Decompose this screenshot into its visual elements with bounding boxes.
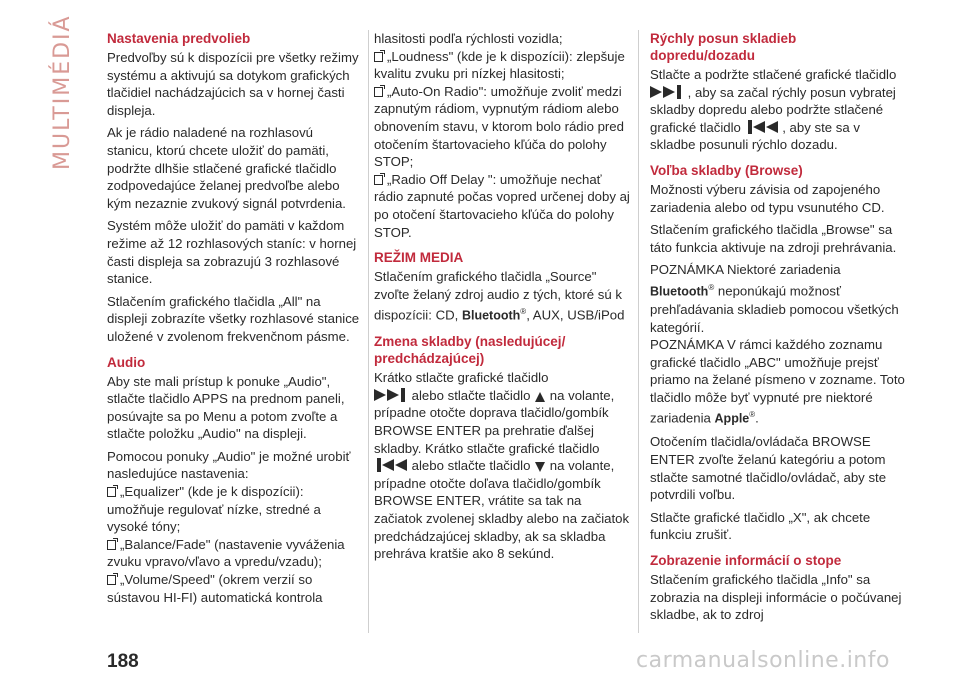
heading-track-info: Zobrazenie informácií o stope <box>650 553 842 569</box>
previous-track-icon <box>745 119 779 135</box>
paragraph: hlasitosti podľa rýchlosti vozidla; <box>374 31 563 46</box>
next-track-icon <box>650 84 684 100</box>
text-column-1 <box>107 30 361 606</box>
paragraph: Pomocou ponuky „Audio" je možné urobiť nasledujúce nastavenia: <box>107 448 351 482</box>
note-paragraph: POZNÁMKA Niektoré zariadenia Bluetooth® neponúkajú možnosť prehľadávania skladieb pomocou všetkých kategórií. <box>650 262 899 335</box>
paragraph: Stlačte a podržte stlačené grafické tlačidlo , aby sa začal rýchly posun vybratej skladby dopredu alebo podržte stlačené grafické tlačidlo , aby ste sa v skladbe posunuli rýchlo dozadu. <box>650 67 897 153</box>
list-item: „Equalizer" (kde je k dispozícii): umožňuje regulovať nízke, stredné a vysoké tóny; <box>107 484 321 535</box>
paragraph: Stlačením grafického tlačidla „Source" zvoľte želaný zdroj audio z tých, ktoré sú k dispozícii: CD, Bluetooth®, AUX, USB/iPod <box>374 269 625 323</box>
paragraph: Predvoľby sú k dispozícii pre všetky režimy systému a aktivujú sa dotykom grafických tlačidiel nachádzajúcich sa v hornej časti displeja. <box>107 50 359 118</box>
note-paragraph: POZNÁMKA V rámci každého zoznamu grafické tlačidlo „ABC" umožňuje prejsť priamo na želané písmeno v zozname. Toto tlačidlo môže byť vypnuté pre niektoré zariadenia Apple®. <box>650 337 905 426</box>
watermark: carmanualsonline.info <box>636 648 890 673</box>
page-number: 188 <box>107 651 139 672</box>
heading-presets: Nastavenia predvolieb <box>107 31 251 46</box>
paragraph: Otočením tlačidla/ovládača BROWSE ENTER zvoľte želanú kategóriu a potom stlačte samotné tlačidlo/ovládač, aby ste potvrdili voľbu. <box>650 434 887 503</box>
column-divider <box>368 30 369 633</box>
heading-audio: Audio <box>107 354 146 370</box>
heading-fast-forward-rewind: Rýchly posun skladieb dopredu/dozadu <box>650 31 797 63</box>
next-track-icon <box>374 387 408 403</box>
checkbox-bullet-icon <box>107 540 116 550</box>
previous-track-icon <box>374 457 408 473</box>
paragraph: Možnosti výberu závisia od zapojeného zariadenia alebo od typu vsunutého CD. <box>650 181 885 215</box>
paragraph: Systém môže uložiť do pamäti v každom režime až 12 rozhlasových staníc: v hornej časti displeja sa zobrazujú 3 rozhlasové stanice. <box>107 218 357 287</box>
checkbox-bullet-icon <box>107 575 116 585</box>
triangle-up-icon <box>534 391 546 403</box>
list-item: „Loudness" (kde je k dispozícii): zlepšuje kvalitu zvuku pri nízkej hlasitosti; <box>374 48 625 82</box>
paragraph: Ak je rádio naladené na rozhlasovú stanicu, ktorú chcete uložiť do pamäti, podržte dlhšie stlačené grafické tlačidlo zodpovedajúce želanej predvoľbe alebo kým nezaznie zvukový signál potvrdenia. <box>107 125 346 211</box>
column-divider <box>638 30 639 633</box>
checkbox-bullet-icon <box>374 87 383 97</box>
section-side-label: MULTIMÉDIÁ <box>50 14 75 170</box>
heading-browse: Voľba skladby (Browse) <box>650 162 803 178</box>
list-item: „Auto-On Radio": umožňuje zvoliť medzi zapnutým rádiom, vypnutým rádiom alebo obnovením stavu, v ktorom bolo rádio pred otočením štartovacieho kľúča do polohy STOP; <box>374 83 624 170</box>
paragraph: Stlačením grafického tlačidla „All" na displeji zobrazíte všetky rozhlasové stanice uložené v zvolenom frekvenčnom pásme. <box>107 293 360 344</box>
paragraph: Stlačením grafického tlačidla „Browse" sa táto funkcia aktivuje na zdroji prehrávania. <box>650 222 897 255</box>
text-column-2 <box>374 30 630 568</box>
heading-track-change: Zmena skladby (nasledujúcej/ predchádzajúcej) <box>374 334 566 367</box>
heading-media-mode: REŽIM MEDIA <box>374 250 464 266</box>
checkbox-bullet-icon <box>374 52 383 62</box>
text-column-3 <box>650 30 905 629</box>
checkbox-bullet-icon <box>374 175 383 185</box>
checkbox-bullet-icon <box>107 487 116 497</box>
paragraph: Krátko stlačte grafické tlačidlo alebo stlačte tlačidlo na volante, prípadne otočte doprava tlačidlo/gombík BROWSE ENTER pa prehratie ďalšej skladby. Krátko stlačte grafické tlačidlo alebo stlačte tlačidlo na volante, prípadne otočte doľava tlačidlo/gombík BROWSE ENTER, vrátite sa tak na začiatok zvolenej skladby alebo na začiatok predchádzajúcej skladby, ak sa skladba prehráva kratšie ako 8 sekúnd. <box>374 370 630 562</box>
paragraph: Stlačte grafické tlačidlo „X", ak chcete funkciu zrušiť. <box>650 509 871 543</box>
triangle-down-icon <box>534 461 546 473</box>
list-item: „Volume/Speed" (okrem verzií so sústavou HI-FI) automatická kontrola <box>107 572 323 605</box>
list-item: „Radio Off Delay ": umožňuje nechať rádio zapnuté počas vopred určenej doby aj po otočení štartovacieho kľúča do polohy STOP. <box>374 171 630 240</box>
paragraph: Aby ste mali prístup k ponuke „Audio", stlačte tlačidlo APPS na prednom paneli, posúvajte sa po Menu a potom zvoľte a stlačte položku „Audio" na displeji. <box>107 373 345 442</box>
list-item: „Balance/Fade" (nastavenie vyváženia zvuku vpravo/vľavo a vpredu/vzadu); <box>107 536 345 570</box>
paragraph: Stlačením grafického tlačidla „Info" sa zobrazia na displeji informácie o počúvanej skladbe, ak to zdroj <box>650 572 902 623</box>
